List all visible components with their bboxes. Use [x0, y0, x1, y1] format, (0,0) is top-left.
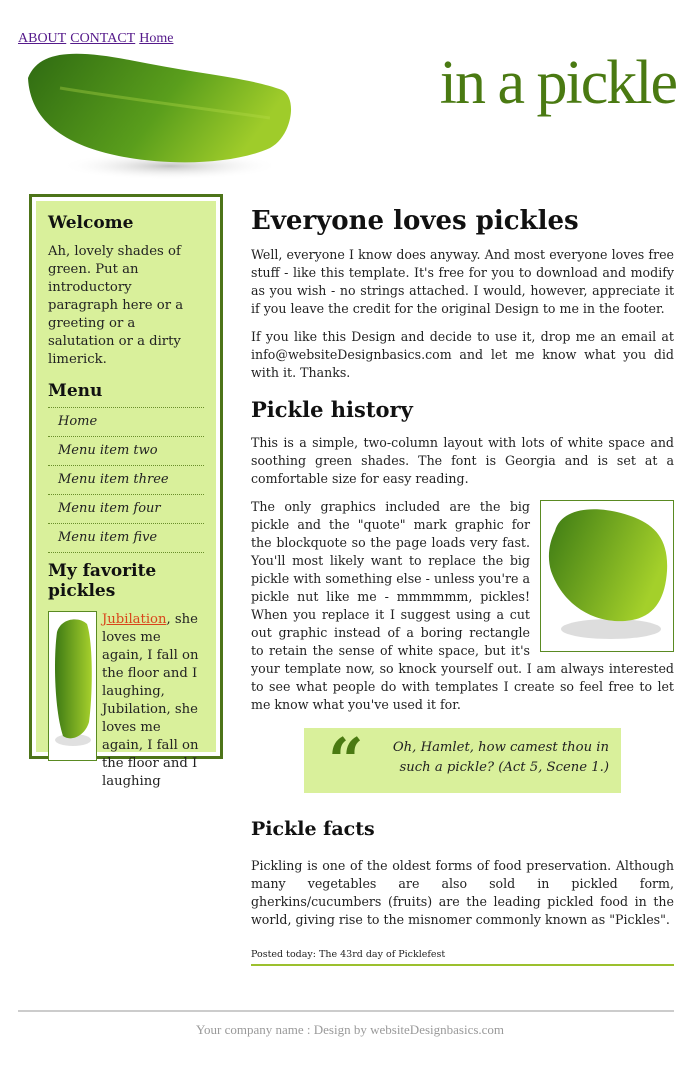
pickle-slice-image: [48, 611, 97, 761]
history-paragraph-1: This is a simple, two-column layout with lots of white space and soothing green shades. The font is Georgia and is set at a comfortable size for easy reading.: [251, 435, 674, 486]
nav-link-contact[interactable]: CONTACT: [70, 31, 136, 46]
favorite-pickle-item: [48, 611, 204, 791]
menu-heading: Menu: [48, 381, 103, 401]
quote-mark-icon: “: [328, 724, 364, 797]
pickle-photo: [540, 500, 674, 652]
pickle-logo-image: [20, 48, 292, 186]
page-title: Everyone loves pickles: [251, 206, 579, 236]
facts-paragraph: Pickling is one of the oldest forms of food preservation. Although many vegetables are also sold in pickled form, gherkins/cucumbers (fruits) are the leading pickled food in the world, giving rise to the misnomer commonly known as "Pickles".: [251, 858, 674, 927]
facts-heading: Pickle facts: [251, 818, 375, 840]
welcome-heading: Welcome: [48, 213, 134, 233]
favorite-text: [102, 611, 204, 791]
menu-link[interactable]: Menu item four: [58, 501, 161, 516]
footer-divider: [18, 1010, 674, 1012]
menu-item-home[interactable]: [48, 408, 204, 437]
quote-text: Oh, Hamlet, how camest thou in such a pickle? (Act 5, Scene 1.): [392, 740, 609, 775]
welcome-text: Ah, lovely shades of green. Put an introductory paragraph here or a greeting or a salutation or a dirty limerick.: [48, 244, 184, 367]
intro-paragraph-2: If you like this Design and decide to use it, drop me an email at info@websiteDesignbasics.com and let me know what you did with it. Thanks.: [251, 329, 674, 380]
menu-link[interactable]: Home: [58, 414, 98, 429]
site-title: in a pickle: [439, 49, 676, 117]
history-heading: Pickle history: [251, 397, 413, 422]
favorite-description: , she loves me again, I fall on the floor and I laughing, Jubilation, she loves me again, I fall on the floor and I laughing: [102, 612, 199, 789]
menu-link[interactable]: Menu item two: [58, 443, 158, 458]
top-nav: [18, 31, 177, 47]
pull-quote: [304, 724, 621, 797]
menu-item-five[interactable]: [48, 524, 204, 553]
intro-paragraph-1: Well, everyone I know does anyway. And most everyone loves free stuff - like this template. It's free for you to download and modify as you wish - no strings attached. I would, however, appreciate it if you leave the credit for the original Design to me in the footer.: [251, 247, 674, 316]
menu-link[interactable]: Menu item three: [58, 472, 169, 487]
menu-item-four[interactable]: [48, 495, 204, 524]
main-content: [251, 204, 674, 966]
menu-link[interactable]: Menu item five: [58, 530, 158, 545]
footer-credit: Your company name : Design by websiteDesignbasics.com: [195, 1022, 505, 1037]
menu-item-two[interactable]: [48, 437, 204, 466]
sidebar-panel: [36, 201, 216, 789]
menu-item-three[interactable]: [48, 466, 204, 495]
posted-date: Posted today: The 43rd day of Picklefest: [251, 949, 674, 966]
history-paragraph-2: The only graphics included are the big pickle and the "quote" mark graphic for the blockquote so the page loads very fast. You'll most likely want to replace the big pickle with something else - unless you're a pickle nut like me - mmmmmm, pickles! When you replace it I suggest using a cut out graphic instead of a boring rectangle to retain the sense of white space, but it's your template now, so knock yourself out. I am always interested to see what people do with templates I create so feel free to let me know what you've used it for.: [251, 499, 674, 712]
nav-link-about[interactable]: ABOUT: [18, 31, 67, 46]
jubilation-link[interactable]: Jubilation: [102, 612, 167, 627]
sidebar: [29, 194, 223, 789]
sidebar-menu: [48, 407, 204, 553]
nav-link-home[interactable]: Home: [139, 31, 174, 46]
favorites-heading: My favorite pickles: [48, 561, 157, 601]
